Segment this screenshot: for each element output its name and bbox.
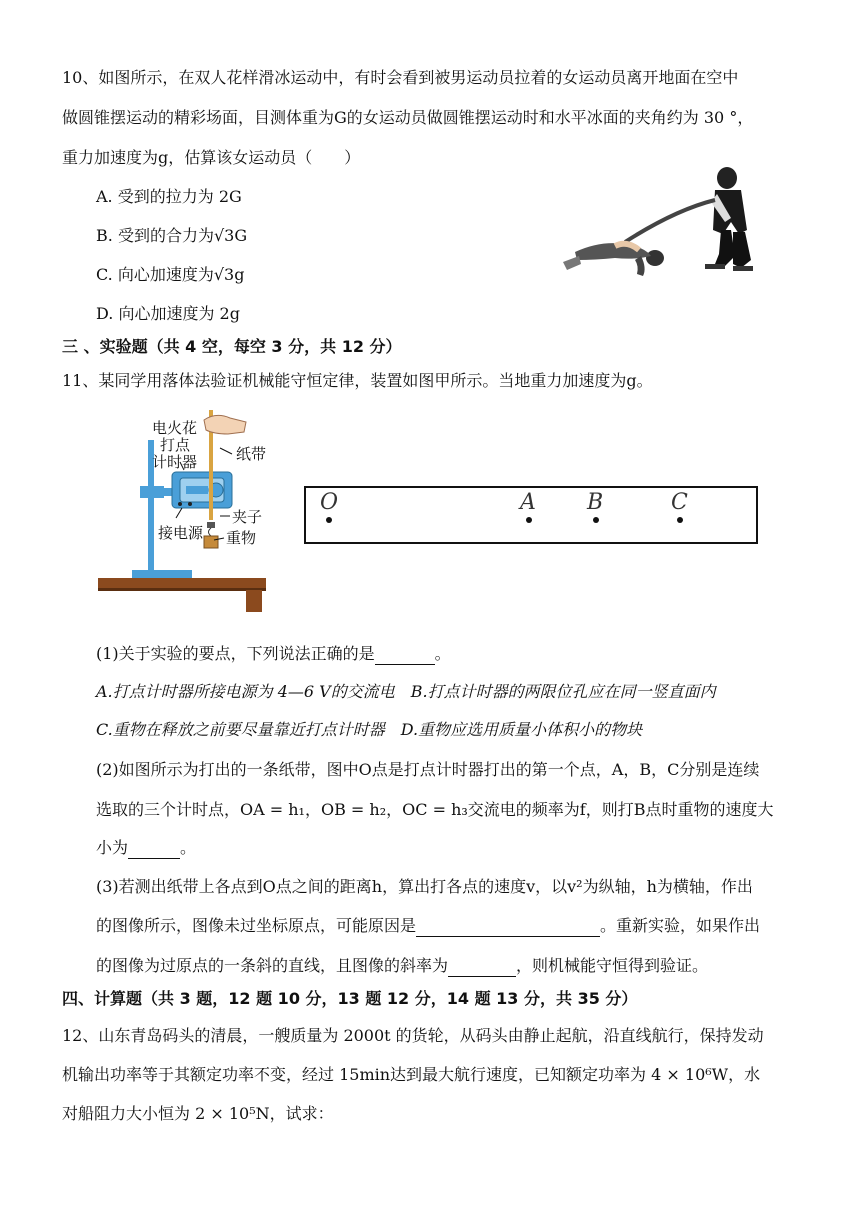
q11-p1-options-2: C.重物在释放之前要尽量靠近打点计时器 D.重物应选用质量小体积小的物块 xyxy=(96,720,643,739)
q11-p3-line2 xyxy=(96,915,760,937)
section4-heading: 四、计算题（共 3 题，12 题 10 分，13 题 12 分，14 题 13 分，共 35 分） xyxy=(62,989,638,1008)
q12-line1: 12、山东青岛码头的清晨，一艘质量为 2000t 的货轮，从码头由静止起航，沿直线航行，保持发动 xyxy=(62,1026,764,1045)
tape-point-b-label: B xyxy=(587,490,604,515)
label-clip: 夹子 xyxy=(232,508,263,526)
option-d-text: 向心加速度为 2g xyxy=(118,304,240,323)
q10-line1: 10、如图所示，在双人花样滑冰运动中，有时会看到被男运动员拉着的女运动员离开地面在空中 xyxy=(62,68,739,87)
q11-p3-line3a: 的图像为过原点的一条斜的直线，且图像的斜率为 xyxy=(96,956,449,975)
option-c-label: C. xyxy=(96,265,113,284)
answer-blank-3[interactable] xyxy=(416,918,600,937)
q11-p1 xyxy=(96,643,451,665)
q10-option-c xyxy=(96,264,244,286)
q11-p2-line3a: 小为 xyxy=(96,838,129,857)
figure-skating-image xyxy=(555,160,770,290)
q10-option-a xyxy=(96,186,242,208)
label-weight: 重物 xyxy=(226,529,257,547)
label-timer-1: 电火花 xyxy=(152,419,198,437)
answer-blank-4[interactable] xyxy=(448,958,516,977)
label-tape: 纸带 xyxy=(236,445,267,463)
q10-line2: 做圆锥摆运动的精彩场面，目测体重为G的女运动员做圆锥摆运动时和水平冰面的夹角约为 30 °， xyxy=(62,108,754,127)
q11-p3-line3 xyxy=(96,955,708,977)
q11-p3-line3b: ，则机械能守恒得到验证。 xyxy=(516,956,709,975)
label-power: 接电源 xyxy=(158,524,204,542)
answer-blank-1[interactable] xyxy=(375,646,435,665)
tape-point-c-label: C xyxy=(671,490,688,515)
tape-point-a-label: A xyxy=(520,490,536,515)
option-c-text: 向心加速度为√3g xyxy=(117,265,245,284)
q11-p2-line2: 选取的三个计时点，OA = h₁，OB = h₂，OC = h₃交流电的频率为f，则打B点时重物的速度大 xyxy=(96,800,774,819)
q11-p3-line1: (3)若测出纸带上各点到O点之间的距离h，算出打各点的速度v，以v²为纵轴，h为横轴，作出 xyxy=(96,877,753,896)
option-a-label: A. xyxy=(96,187,113,206)
q12-line3: 对船阻力大小恒为 2 × 10⁵N，试求： xyxy=(62,1104,334,1123)
tape-point-o-label: O xyxy=(320,490,339,515)
section3-heading: 三 、实验题（共 4 空，每空 3 分，共 12 分） xyxy=(62,337,402,356)
option-d-label: D. xyxy=(96,304,114,323)
q11-intro: 11、某同学用落体法验证机械能守恒定律，装置如图甲所示。当地重力加速度为g。 xyxy=(62,371,653,390)
q10-line3: 重力加速度为g，估算该女运动员（ ） xyxy=(62,148,361,167)
tape-dot-c xyxy=(677,517,683,523)
answer-blank-2[interactable] xyxy=(128,840,180,859)
tape-dot-a xyxy=(526,517,532,523)
q11-p3-line2b: 。重新实验，如果作出 xyxy=(600,916,761,935)
q11-p2-line3 xyxy=(96,837,196,859)
q11-p1-text: (1)关于实验的要点，下列说法正确的是 xyxy=(96,644,375,663)
q11-p3-line2a: 的图像所示，图像未过坐标原点，可能原因是 xyxy=(96,916,417,935)
tape-dot-b xyxy=(593,517,599,523)
q10-option-d xyxy=(96,303,240,325)
option-a-text: 受到的拉力为 2G xyxy=(117,187,242,206)
q10-option-b xyxy=(96,225,247,247)
q11-p2-line3b: 。 xyxy=(180,838,197,857)
option-b-text: 受到的合力为√3G xyxy=(117,226,248,245)
tape-dot-o xyxy=(326,517,332,523)
q11-p1-options-1: A.打点计时器所接电源为 4—6 V的交流电 B.打点计时器的两限位孔应在同一竖直面内 xyxy=(96,682,716,701)
option-b-label: B. xyxy=(96,226,113,245)
q11-p2-line1: (2)如图所示为打出的一条纸带，图中O点是打点计时器打出的第一个点，A，B，C分别是连续 xyxy=(96,760,760,779)
q11-p1-end: 。 xyxy=(434,644,451,663)
q12-line2: 机输出功率等于其额定功率不变，经过 15min达到最大航行速度，已知额定功率为 4 × 10⁶W，水 xyxy=(62,1065,761,1084)
label-timer-2: 打点 xyxy=(160,436,191,454)
label-timer-3: 计时器 xyxy=(152,453,198,471)
